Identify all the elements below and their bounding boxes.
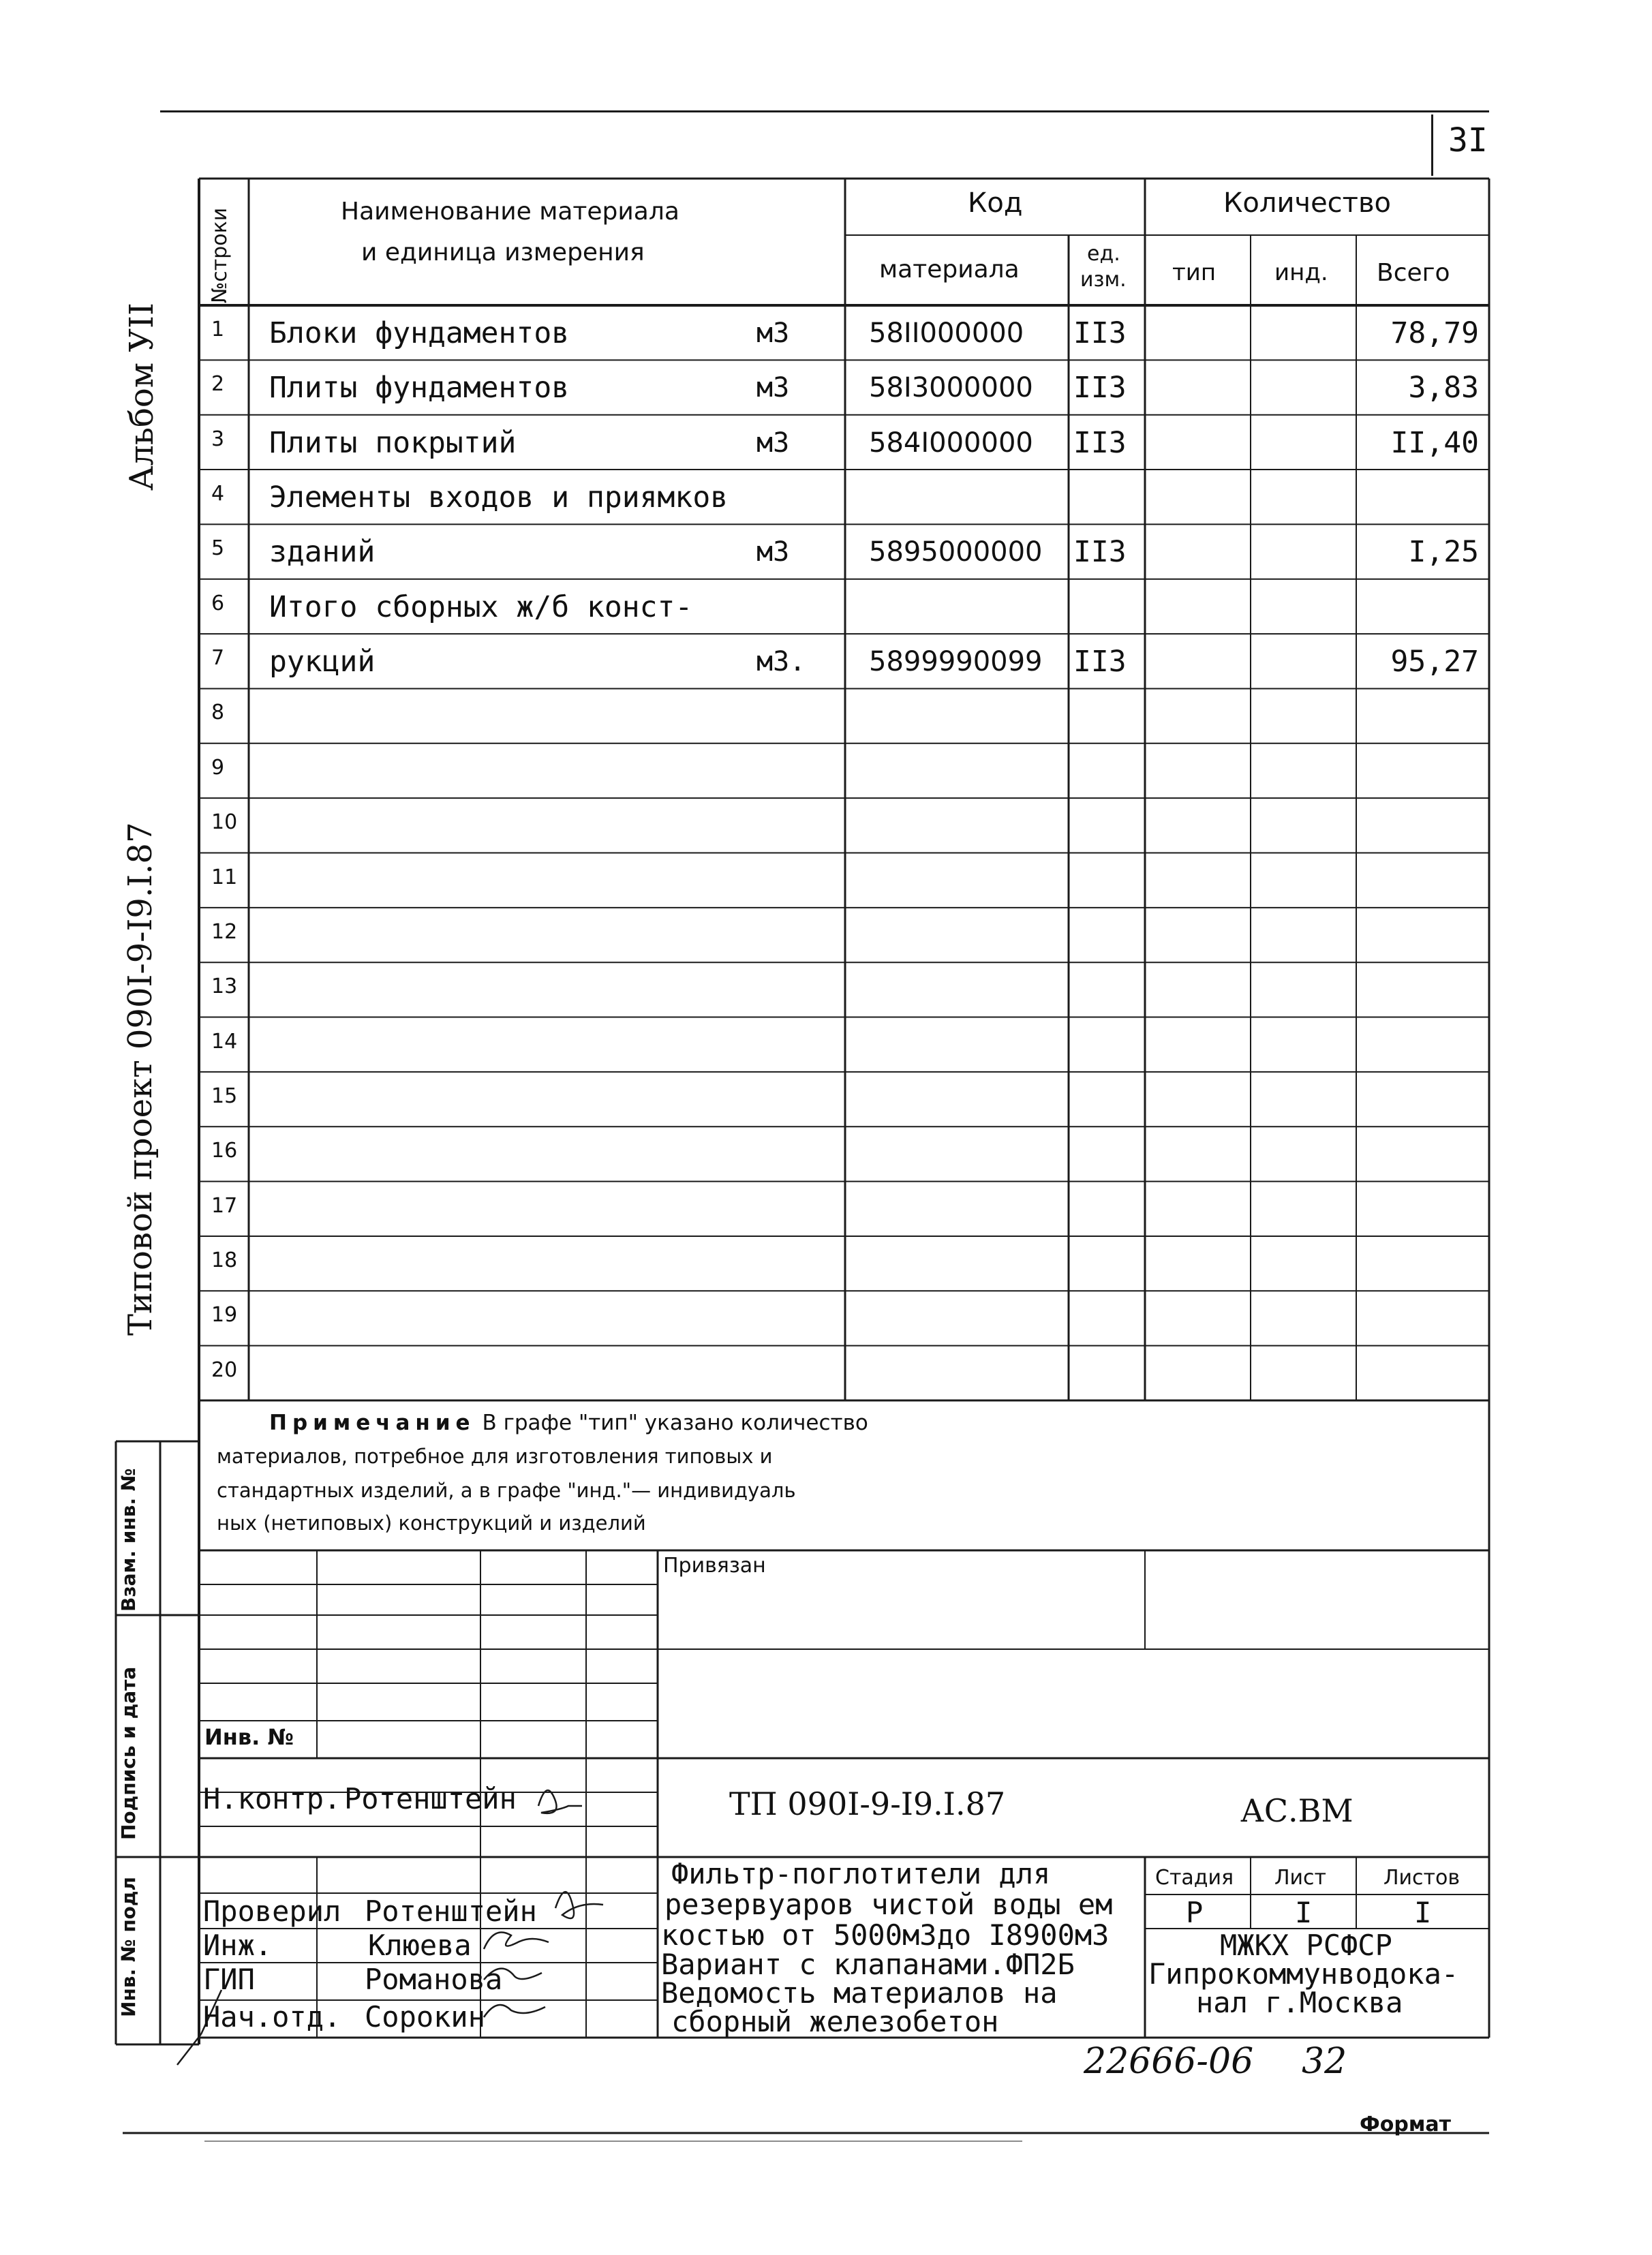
listov-label: Листов (1383, 1866, 1460, 1890)
table-row (0, 470, 1652, 524)
unit-code: II3 (1073, 371, 1127, 405)
table-row (0, 579, 1652, 634)
sheet-number: 3I (1448, 121, 1488, 159)
material-unit: м3 (756, 318, 790, 349)
material-name: Элементы входов и приямков (269, 480, 729, 515)
material-code: 58II000000 (869, 318, 1024, 349)
org-line-3: нал г.Москва (1196, 1986, 1403, 2019)
list-value: I (1295, 1896, 1313, 1929)
project-label: Типовой проект 090I-9-I9.I.87 (121, 822, 159, 1336)
stadiya-label: Стадия (1155, 1866, 1234, 1890)
row-number: 11 (211, 865, 238, 889)
row-number: 2 (211, 372, 225, 397)
row-number: 19 (211, 1303, 238, 1328)
total-quantity: 3,83 (1408, 371, 1479, 405)
row-number: 3 (211, 427, 225, 451)
title-line-3: костью от 5000м3до I8900м3 (661, 1918, 1110, 1952)
table-row (0, 1017, 1652, 1072)
inzh-name: Клюева (368, 1929, 472, 1962)
note-line-1-rest: В графе "тип" указано количество (482, 1411, 868, 1435)
note-line-3: стандартных изделий, а в графе "инд."— индивидуаль (217, 1479, 796, 1502)
material-name: Плиты фундаментов (269, 371, 570, 405)
org-line-1: МЖКХ РСФСР (1220, 1929, 1392, 1962)
material-name: Блоки фундаментов (269, 316, 570, 350)
table-row (0, 524, 1652, 579)
total-quantity: 95,27 (1390, 645, 1479, 679)
row-number: 16 (211, 1139, 238, 1163)
row-number: 4 (211, 482, 225, 506)
note-line-2: материалов, потребное для изготовления типовых и (217, 1445, 773, 1468)
title-line-4: Вариант с клапанами.ФП2Б (661, 1948, 1075, 1981)
material-name: зданий (269, 535, 376, 570)
row-number: 10 (211, 810, 238, 835)
col-code-unit-header-l2: изм. (1080, 268, 1127, 292)
table-row (0, 962, 1652, 1017)
n-kontr-role: Н.контр. (203, 1782, 341, 1815)
col-name-header-l2: и единица измерения (361, 239, 645, 266)
col-row-no-header: №строки (208, 207, 232, 303)
table-row (0, 798, 1652, 853)
row-number: 6 (211, 591, 225, 615)
material-unit: м3 (756, 372, 790, 404)
n-kontr-name: Ротенштейн (344, 1782, 517, 1815)
col-name-header-l1: Наименование материала (341, 198, 679, 226)
inventory-number: 22666-06 (1084, 2041, 1254, 2082)
vzam-inv-label: Взам. инв. № (117, 1468, 140, 1612)
row-number: 5 (211, 536, 225, 561)
row-number: 7 (211, 646, 225, 671)
table-row (0, 1126, 1652, 1181)
col-qty-total-header: Всего (1377, 259, 1450, 287)
unit-code: II3 (1073, 645, 1127, 679)
table-row (0, 1182, 1652, 1236)
material-code: 58I3000000 (869, 372, 1033, 404)
proveril-role: Проверил (203, 1894, 341, 1928)
material-name: Плиты покрытий (269, 425, 517, 460)
org-line-2: Гипрокоммунводока- (1148, 1957, 1459, 1991)
unit-code: II3 (1073, 535, 1127, 570)
inv-podl-label: Инв. № подл (117, 1876, 140, 2017)
proveril-name: Ротенштейн (365, 1894, 537, 1928)
table-row (0, 853, 1652, 908)
row-number: 18 (211, 1248, 238, 1272)
row-number: 12 (211, 919, 238, 944)
row-number: 8 (211, 701, 225, 725)
table-row (0, 1072, 1652, 1126)
table-row (0, 1236, 1652, 1291)
note-line-1 (269, 1411, 868, 1435)
material-name: Итого сборных ж/б конст- (269, 589, 693, 624)
material-code: 5899990099 (869, 646, 1043, 678)
row-number: 9 (211, 755, 225, 780)
material-unit: м3 (756, 427, 790, 459)
col-code-material-header: материала (879, 256, 1020, 283)
nach-otd-name: Сорокин (365, 2000, 486, 2034)
material-unit: м3. (756, 646, 806, 678)
doc-mark: АС.ВМ (1240, 1792, 1353, 1829)
gip-role: ГИП (203, 1963, 255, 1996)
inv-no-label: Инв. № (204, 1724, 294, 1750)
title-line-2: резервуаров чистой воды ем (664, 1888, 1113, 1921)
nach-otd-role: Нач.отд. (203, 2000, 341, 2034)
unit-code: II3 (1073, 316, 1127, 350)
col-code-header: Код (968, 187, 1023, 219)
table-row (0, 415, 1652, 470)
table-row (0, 1291, 1652, 1345)
total-quantity: 78,79 (1390, 316, 1479, 350)
row-number: 13 (211, 975, 238, 999)
table-row (0, 305, 1652, 360)
col-qty-tip-header: тип (1172, 259, 1217, 286)
table-row (0, 908, 1652, 962)
table-row (0, 688, 1652, 743)
row-number: 14 (211, 1029, 238, 1054)
page-number: 32 (1302, 2041, 1347, 2082)
title-line-5: Ведомость материалов на (661, 1976, 1058, 2010)
doc-code: ТП 090I-9-I9.I.87 (729, 1785, 1006, 1822)
total-quantity: II,40 (1390, 425, 1479, 460)
table-row (0, 360, 1652, 414)
album-label: Альбом УII (123, 303, 161, 491)
list-label: Лист (1274, 1866, 1327, 1890)
material-name: рукций (269, 645, 376, 679)
col-code-unit-header-l1: ед. (1087, 242, 1120, 266)
material-code: 5895000000 (869, 536, 1043, 568)
format-label: Формат (1360, 2113, 1451, 2136)
row-number: 1 (211, 318, 225, 341)
inzh-role: Инж. (203, 1929, 273, 1962)
note-line-4: ных (нетиповых) конструкций и изделий (217, 1512, 646, 1535)
row-number: 15 (211, 1084, 238, 1108)
table-row (0, 1346, 1652, 1400)
note-label: Примечание (269, 1411, 476, 1435)
material-code: 584I000000 (869, 427, 1033, 459)
unit-code: II3 (1073, 425, 1127, 460)
gip-name: Романова (365, 1963, 503, 1996)
title-line-1: Фильтр-поглотители для (671, 1857, 1051, 1890)
table-row (0, 634, 1652, 688)
row-number: 20 (211, 1357, 238, 1382)
podpis-data-label: Подпись и дата (117, 1666, 140, 1840)
privyazan-label: Привязан (663, 1554, 766, 1578)
material-unit: м3 (756, 536, 790, 568)
listov-value: I (1414, 1896, 1432, 1929)
stadiya-value: Р (1186, 1896, 1204, 1929)
col-qty-header: Количество (1223, 187, 1392, 219)
col-qty-ind-header: инд. (1274, 259, 1328, 286)
table-row (0, 743, 1652, 798)
total-quantity: I,25 (1408, 535, 1479, 570)
title-line-6: сборный железобетон (671, 2005, 999, 2038)
row-number: 17 (211, 1193, 238, 1218)
